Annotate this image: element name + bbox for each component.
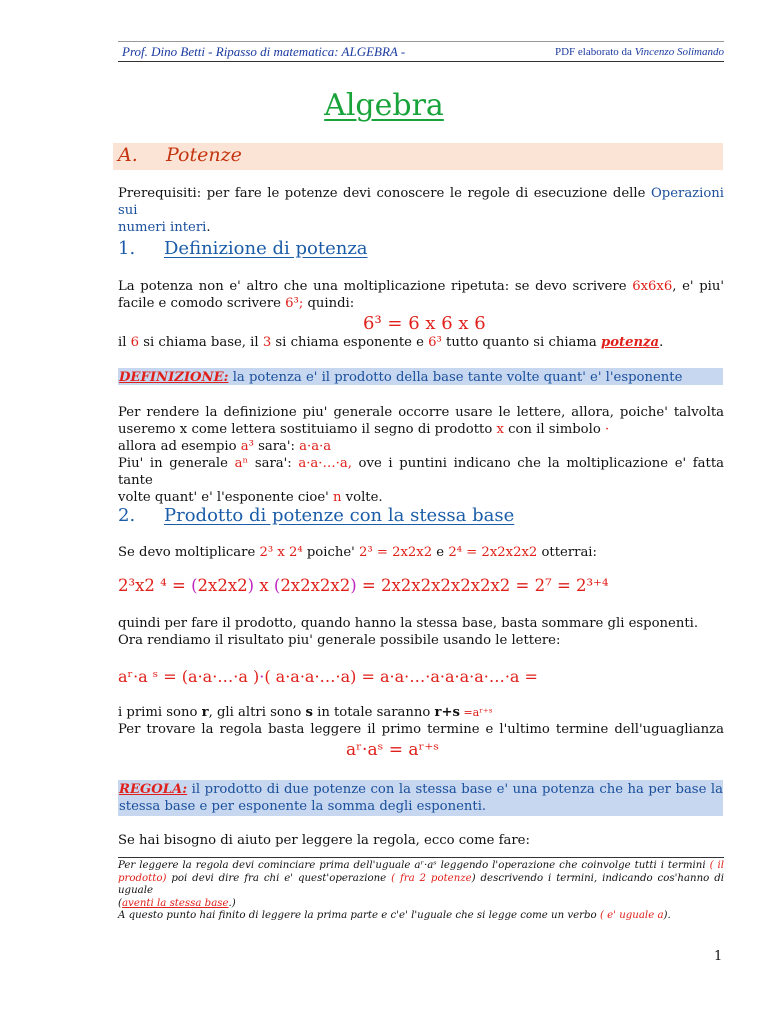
s2-l4e: in totale saranno bbox=[312, 705, 435, 720]
s1-p1a: La potenza non e' altro che una moltiplicazione ripetuta: se devo scrivere bbox=[118, 279, 633, 294]
s1-q2d: · bbox=[604, 422, 610, 437]
section-2-title bbox=[164, 505, 514, 526]
s2-l1g: otterrai: bbox=[537, 545, 597, 560]
rule-text bbox=[119, 781, 723, 815]
s1-q3c: sara': bbox=[253, 439, 300, 454]
fn-a2: ( il bbox=[709, 860, 724, 871]
s1-p2a: facile e comodo scrivere bbox=[118, 296, 286, 311]
s1-q5b: n bbox=[332, 490, 342, 505]
s1-p3i: . bbox=[659, 335, 664, 350]
s1-paragraph-1 bbox=[118, 278, 724, 312]
s2-f2e: = a·a·…·a·a·a·a·…·a = bbox=[356, 667, 538, 686]
s2-paragraph-3 bbox=[118, 704, 724, 738]
section-a-letter: A. bbox=[118, 144, 138, 166]
s1-q4a: Piu' in generale bbox=[118, 456, 235, 471]
s1-p1c: , e' piu' bbox=[672, 279, 724, 294]
header-credit-name: Vincenzo Solimando bbox=[634, 46, 724, 58]
s2-l4g: =aʳ⁺ˢ bbox=[459, 706, 493, 719]
s1-p2b: 6³; bbox=[285, 296, 304, 311]
s2-paragraph-2 bbox=[118, 615, 724, 649]
section-1-number: 1. bbox=[118, 238, 136, 259]
definition-label: DEFINIZIONE: bbox=[119, 370, 229, 385]
s2-l1a: Se devo moltiplicare bbox=[118, 545, 260, 560]
s2-f2b: (a·a·…·a ) bbox=[181, 667, 260, 686]
s1-p3g: tutto quanto si chiama bbox=[441, 335, 601, 350]
header-credit-prefix: PDF elaborato da bbox=[554, 46, 635, 58]
s1-p3d: 3 bbox=[262, 335, 272, 350]
prereq-link-2[interactable]: numeri interi bbox=[118, 220, 207, 235]
section-2-number: 2. bbox=[118, 505, 136, 526]
fn-b2: poi devi dire fra chi e' quest'operazione bbox=[166, 872, 392, 884]
fn-d1: A questo punto hai finito di leggere la prima parte e c'e' l'uguale che si legge come un verbo bbox=[118, 910, 600, 921]
s1-q1: Per rendere la definizione piu' generale occorre usare le lettere, allora, poiche' talvolta bbox=[118, 405, 724, 420]
footnote bbox=[118, 860, 724, 923]
fn-b3: ( fra 2 potenze bbox=[391, 872, 472, 884]
s1-q4e: ove i puntini indicano che la moltiplicazione e' fatta tante bbox=[118, 456, 724, 488]
s1-p2c: quindi: bbox=[303, 296, 355, 311]
s2-f2a: aʳ·a ˢ = bbox=[118, 667, 182, 686]
section-1-title-text: Definizione di potenza bbox=[164, 238, 368, 259]
prereq-paragraph bbox=[118, 185, 724, 236]
footnote-rule bbox=[118, 857, 724, 858]
s1-paragraph-3 bbox=[118, 404, 724, 506]
s2-l4a: i primi sono bbox=[118, 705, 202, 720]
s2-l3: Ora rendiamo il risultato piu' generale possibile usando le lettere: bbox=[118, 633, 561, 648]
fn-d3: ). bbox=[663, 910, 671, 921]
s1-q4d: a·a·…·a, bbox=[298, 456, 352, 471]
s1-q4c: sara': bbox=[248, 456, 299, 471]
s1-q2b: x bbox=[496, 422, 504, 437]
s2-f1e: x bbox=[254, 576, 274, 595]
rule-body-1: il prodotto di due potenze con la stessa base e' una potenza che ha per base la bbox=[187, 782, 723, 797]
fn-c2: aventi la stessa base bbox=[121, 897, 229, 909]
fn-d2: ( e' uguale a bbox=[599, 910, 664, 921]
s1-q2c: con il simbolo bbox=[503, 422, 605, 437]
section-a-title: Potenze bbox=[166, 144, 242, 166]
s2-l2: quindi per fare il prodotto, quando hanno la stessa base, basta sommare gli esponenti. bbox=[118, 616, 699, 631]
section-1-title bbox=[164, 238, 368, 259]
header-title: Prof. Dino Betti - Ripasso di matematica: ALGEBRA - bbox=[122, 44, 406, 59]
page-title: Algebra bbox=[324, 88, 444, 123]
s2-l4f: r+s bbox=[434, 705, 460, 720]
header-top-rule bbox=[118, 41, 724, 42]
rule-body-2: stessa base e per esponente la somma degli esponenti. bbox=[119, 799, 487, 814]
definition-body: la potenza e' il prodotto della base tante volte quant' e' l'esponente bbox=[228, 370, 683, 385]
s1-p3h: potenza bbox=[600, 335, 660, 350]
s2-l4d: s bbox=[305, 705, 313, 720]
s2-l1d: 2³ = 2x2x2 bbox=[358, 545, 433, 560]
fn-c3: .) bbox=[228, 897, 236, 909]
s2-formula-3: aʳ·aˢ = aʳ⁺ˢ bbox=[346, 740, 440, 760]
prereq-end: . bbox=[206, 220, 211, 235]
fn-b4: ) descrivendo i termini, indicando cos'hanno di uguale bbox=[118, 872, 724, 896]
s2-f1d: ) bbox=[247, 576, 255, 595]
fn-b1: prodotto) bbox=[118, 872, 167, 884]
s2-l1b: 2³ x 2⁴ bbox=[259, 545, 303, 560]
s1-q3d: a·a·a bbox=[299, 439, 332, 454]
s2-help: Se hai bisogno di aiuto per leggere la regola, ecco come fare: bbox=[118, 833, 530, 848]
s1-q2a: useremo x come lettera sostituiamo il segno di prodotto bbox=[118, 422, 497, 437]
s2-l4c: , gli altri sono bbox=[208, 705, 306, 720]
s2-f1g: 2x2x2x2 bbox=[280, 576, 351, 595]
s2-f1i: = 2x2x2x2x2x2x2 = 2⁷ = 2³⁺⁴ bbox=[356, 576, 609, 595]
s1-formula: 6³ = 6 x 6 x 6 bbox=[363, 313, 486, 334]
s2-f1h: ) bbox=[350, 576, 357, 595]
s2-f2c: · bbox=[259, 667, 265, 686]
page-number: 1 bbox=[714, 949, 723, 964]
s2-formula-1 bbox=[118, 576, 608, 595]
fn-c1: ( bbox=[118, 897, 122, 909]
s2-l1f: 2⁴ = 2x2x2x2 bbox=[448, 545, 538, 560]
header-credit bbox=[555, 46, 724, 58]
prereq-link-1[interactable]: Operazioni sui bbox=[118, 186, 724, 218]
rule-label: REGOLA: bbox=[119, 782, 188, 797]
s2-f2d: ( a·a·a·…·a) bbox=[264, 667, 357, 686]
prereq-text: Prerequisiti: per fare le potenze devi conoscere le regole di esecuzione delle bbox=[118, 186, 651, 201]
s2-l1c: poiche' bbox=[302, 545, 359, 560]
s2-l1e: e bbox=[432, 545, 449, 560]
s1-p3f: 6³ bbox=[428, 335, 442, 350]
page-header bbox=[118, 43, 724, 62]
section-a-banner bbox=[113, 143, 723, 170]
s1-p1b: 6x6x6 bbox=[632, 279, 673, 294]
s1-q5c: volte. bbox=[341, 490, 383, 505]
s1-q3a: allora ad esempio bbox=[118, 439, 241, 454]
definition-text bbox=[119, 369, 724, 386]
s1-paragraph-2 bbox=[118, 334, 724, 351]
s1-p3c: si chiama base, il bbox=[139, 335, 263, 350]
s1-p3b: 6 bbox=[130, 335, 140, 350]
s2-l5: Per trovare la regola basta leggere il primo termine e l'ultimo termine dell'uguaglianza bbox=[118, 722, 724, 737]
s2-l4b: r bbox=[201, 705, 209, 720]
s2-f1b: ( bbox=[191, 576, 198, 595]
s1-q4b: aⁿ bbox=[234, 456, 249, 471]
s1-q5a: volte quant' e' l'esponente cioe' bbox=[118, 490, 333, 505]
s2-f1a: 2³x2 ⁴ = bbox=[118, 576, 192, 595]
s2-line-1 bbox=[118, 544, 724, 561]
s1-p3e: si chiama esponente e bbox=[271, 335, 429, 350]
fn-a1: Per leggere la regola devi cominciare prima dell'uguale aʳ·aˢ leggendo l'operazione che coinvolge tutti i termini bbox=[118, 860, 710, 871]
s2-f1c: 2x2x2 bbox=[197, 576, 248, 595]
s1-p3a: il bbox=[118, 335, 131, 350]
s2-f1f: ( bbox=[273, 576, 281, 595]
s1-q3b: a³ bbox=[240, 439, 254, 454]
section-2-title-text: Prodotto di potenze con la stessa base bbox=[164, 505, 515, 526]
s2-formula-2 bbox=[118, 667, 538, 686]
